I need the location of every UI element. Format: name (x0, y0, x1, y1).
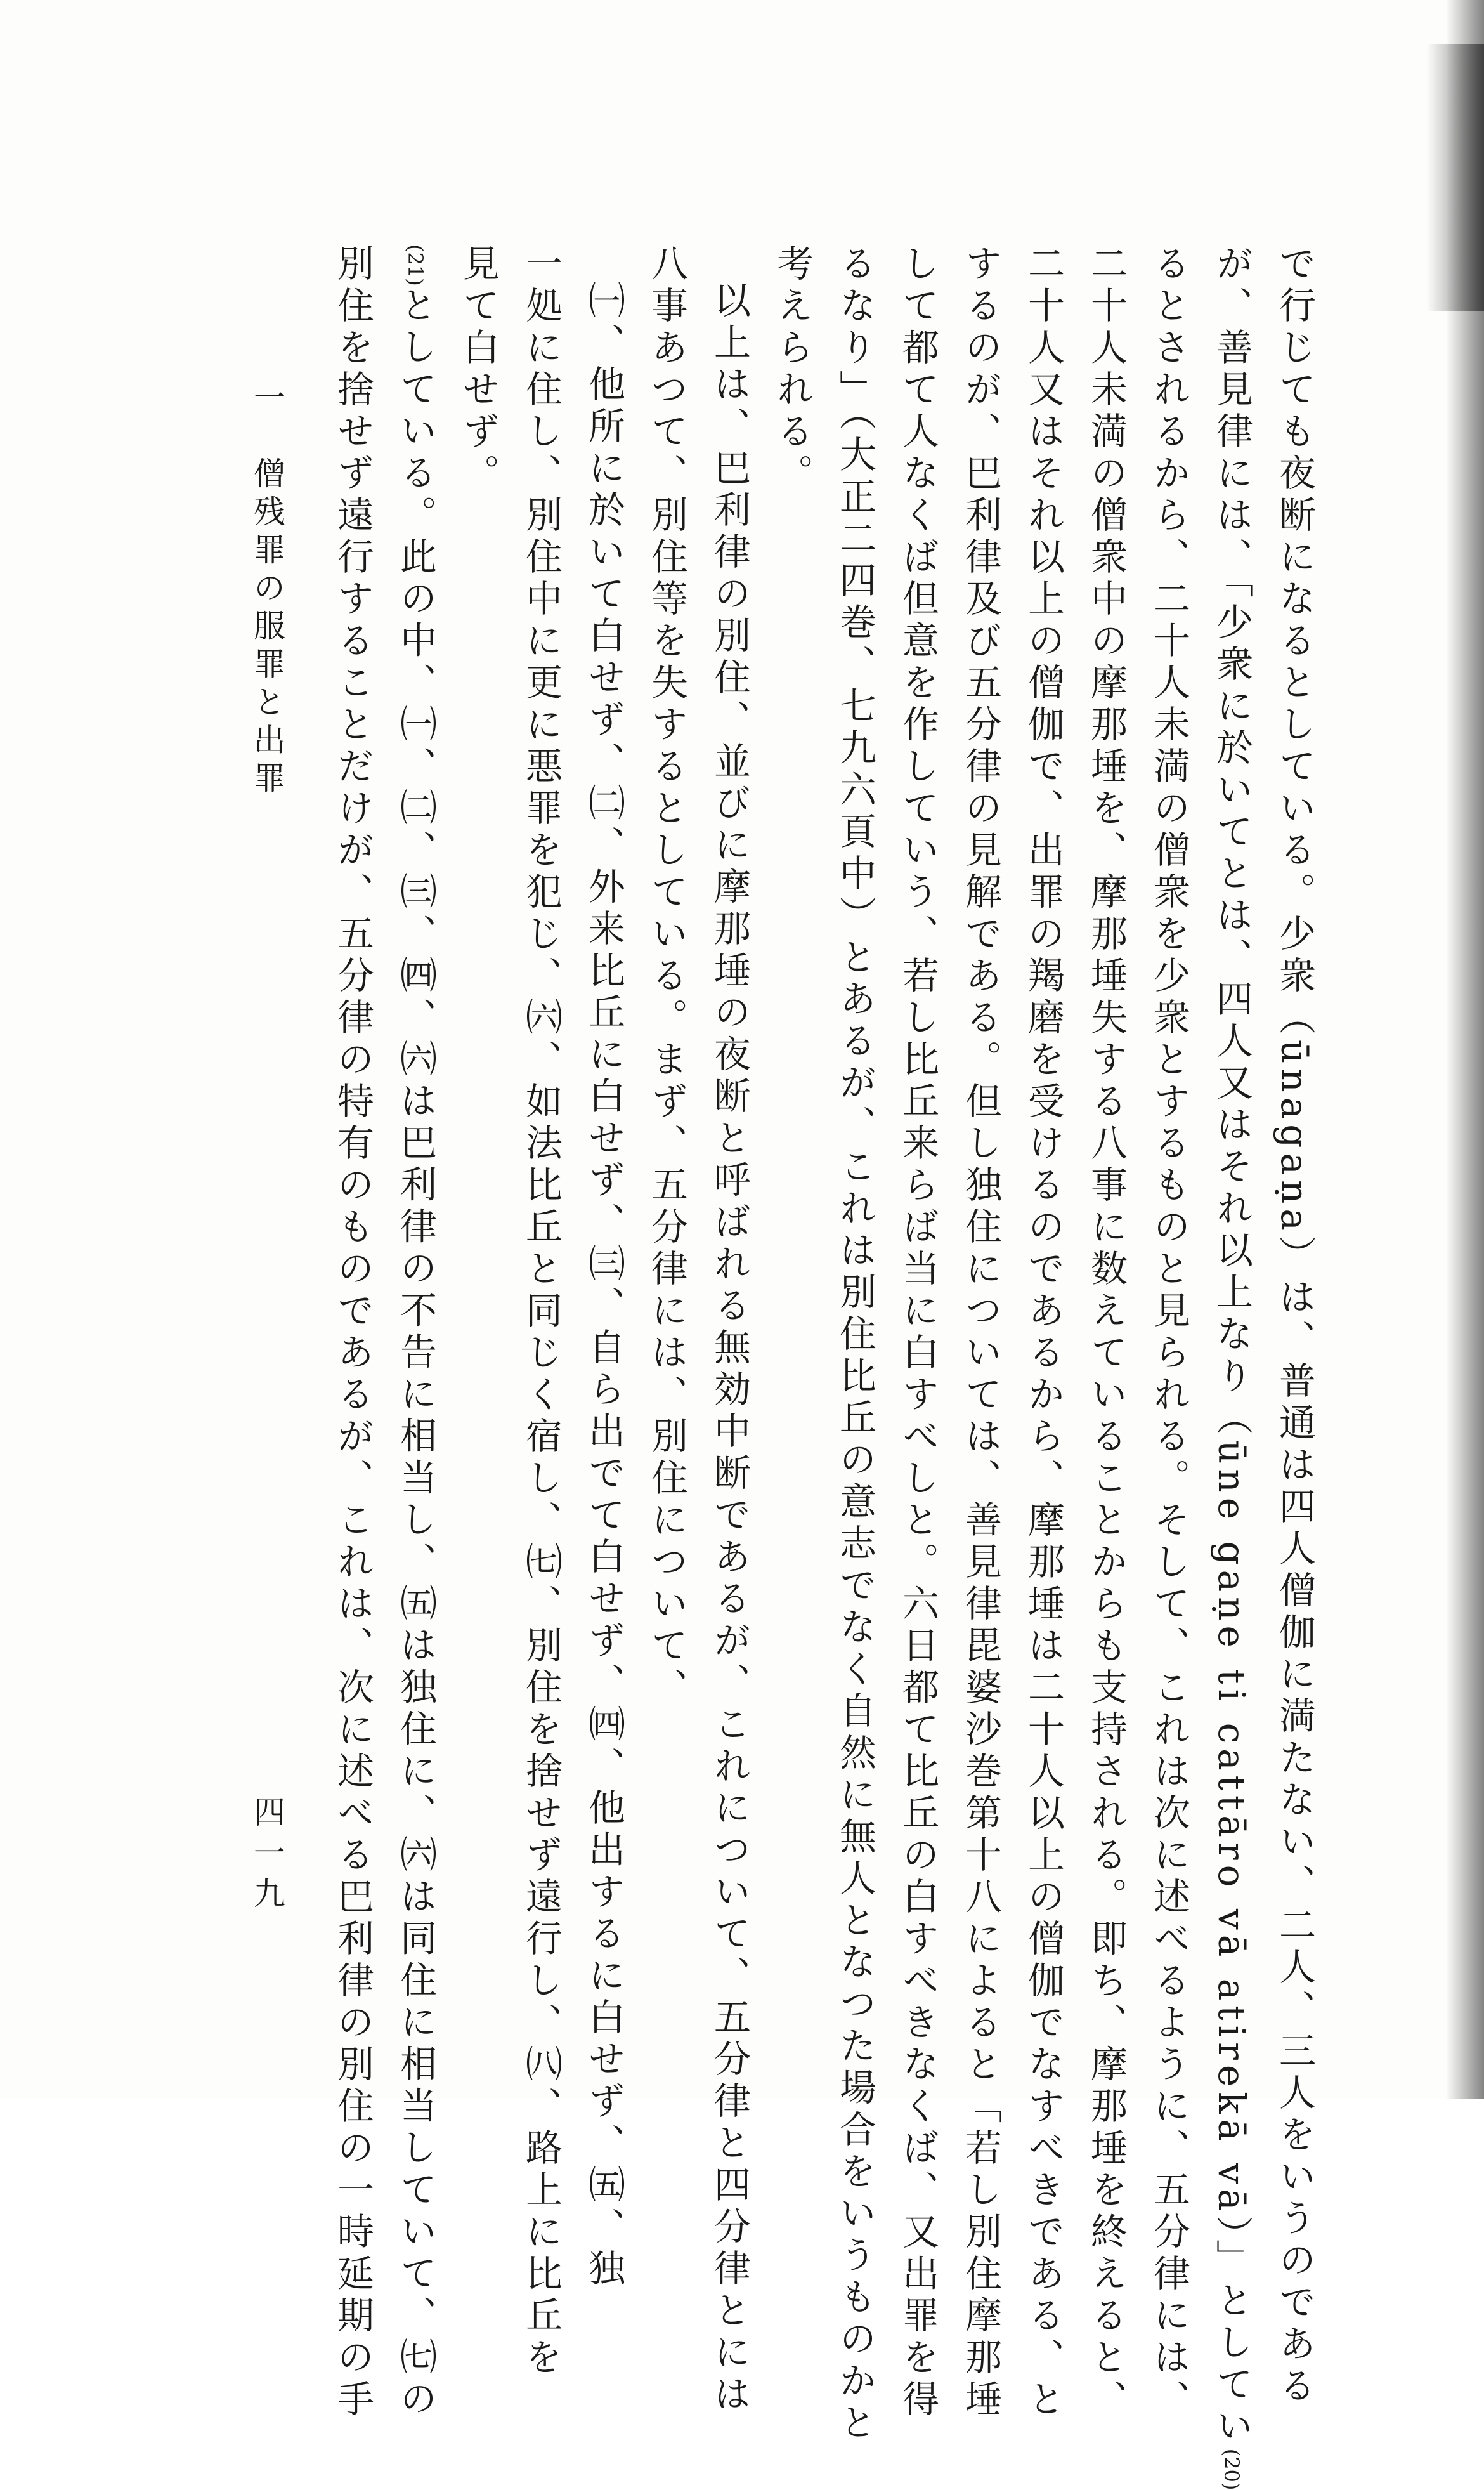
text-line: 考えられる。 (771, 244, 814, 495)
text-line (1200, 244, 1263, 2490)
running-footer-title: 一 僧残罪の服罪と出罪 (249, 381, 285, 799)
text-line (384, 244, 446, 2421)
scan-shadow-edge (1446, 0, 1484, 2099)
text-line: して都て人なくば但意を作していう、若し比丘来らば当に白すべしと。六日都て比丘の白すべきなくば、又出罪を得 (896, 244, 939, 2421)
text-line: 以上は、巴利律の別住、並びに摩那埵の夜断と呼ばれる無効中断であるが、これについて、五分律と四分律とには (708, 281, 751, 2416)
text-line: 一処に住し、別住中に更に悪罪を犯じ、㈥、如法比丘と同じく宿し、㈦、別住を捨せず遠行し、㈧、路上に比丘を (519, 244, 563, 2380)
text-line: するのが、巴利律及び五分律の見解である。但し独住については、善見律毘婆沙巻第十八によると「若し別住摩那埵 (959, 244, 1002, 2421)
text-line: で行じても夜断になるとしている。少衆（ūnagaṇa）は、普通は四人僧伽に満たない、二人、三人をいうのである (1273, 244, 1316, 2408)
footnote-ref-21: (21) (403, 244, 427, 286)
text-line-main: としている。此の中、㈠、㈡、㈢、㈣、㈥は巴利律の不告に相当し、㈤は独住に、㈥は同住に相当していて、㈦の (394, 285, 437, 2421)
text-line: ㈠、他所に於いて白せず、㈡、外来比丘に白せず、㈢、自ら出でて白せず、㈣、他出するに白せず、㈤、独 (582, 281, 625, 2291)
text-line: 別住を捨せず遠行することだけが、五分律の特有のものであるが、これは、次に述べる巴利律の別住の一時延期の手 (331, 244, 374, 2421)
footnote-ref-20: (20) (1220, 2448, 1244, 2490)
text-line: 二十人未満の僧衆中の摩那埵を、摩那埵失する八事に数えていることからも支持される。即ち、摩那埵を終えると、 (1084, 244, 1128, 2421)
text-line: るなり」（大正二四巻、七九六頁中）とあるが、これは別住比丘の意志でなく自然に無人となつた場合をいうものかと (833, 244, 876, 2445)
text-line: るとされるから、二十人未満の僧衆を少衆とするものと見られる。そして、これは次に述べるように、五分律には、 (1147, 244, 1190, 2421)
text-line-main: が、善見律には、「少衆に於いてとは、四人又はそれ以上なり（ūne gaṇe ti cattāro vā atirekā vā）」としてい (1210, 244, 1253, 2449)
scan-shadow-corner (1427, 44, 1484, 311)
text-line: 八事あつて、別住等を失するとしている。まず、五分律には、別住について、 (645, 244, 688, 1710)
page-number: 四一九 (249, 1795, 285, 1917)
text-line: 見て白せず。 (457, 244, 500, 495)
text-line: 二十人又はそれ以上の僧伽で、出罪の羯磨を受けるのであるから、摩那埵は二十人以上の僧伽でなすべきである、と (1022, 244, 1065, 2421)
body-text (120, 244, 1325, 2490)
